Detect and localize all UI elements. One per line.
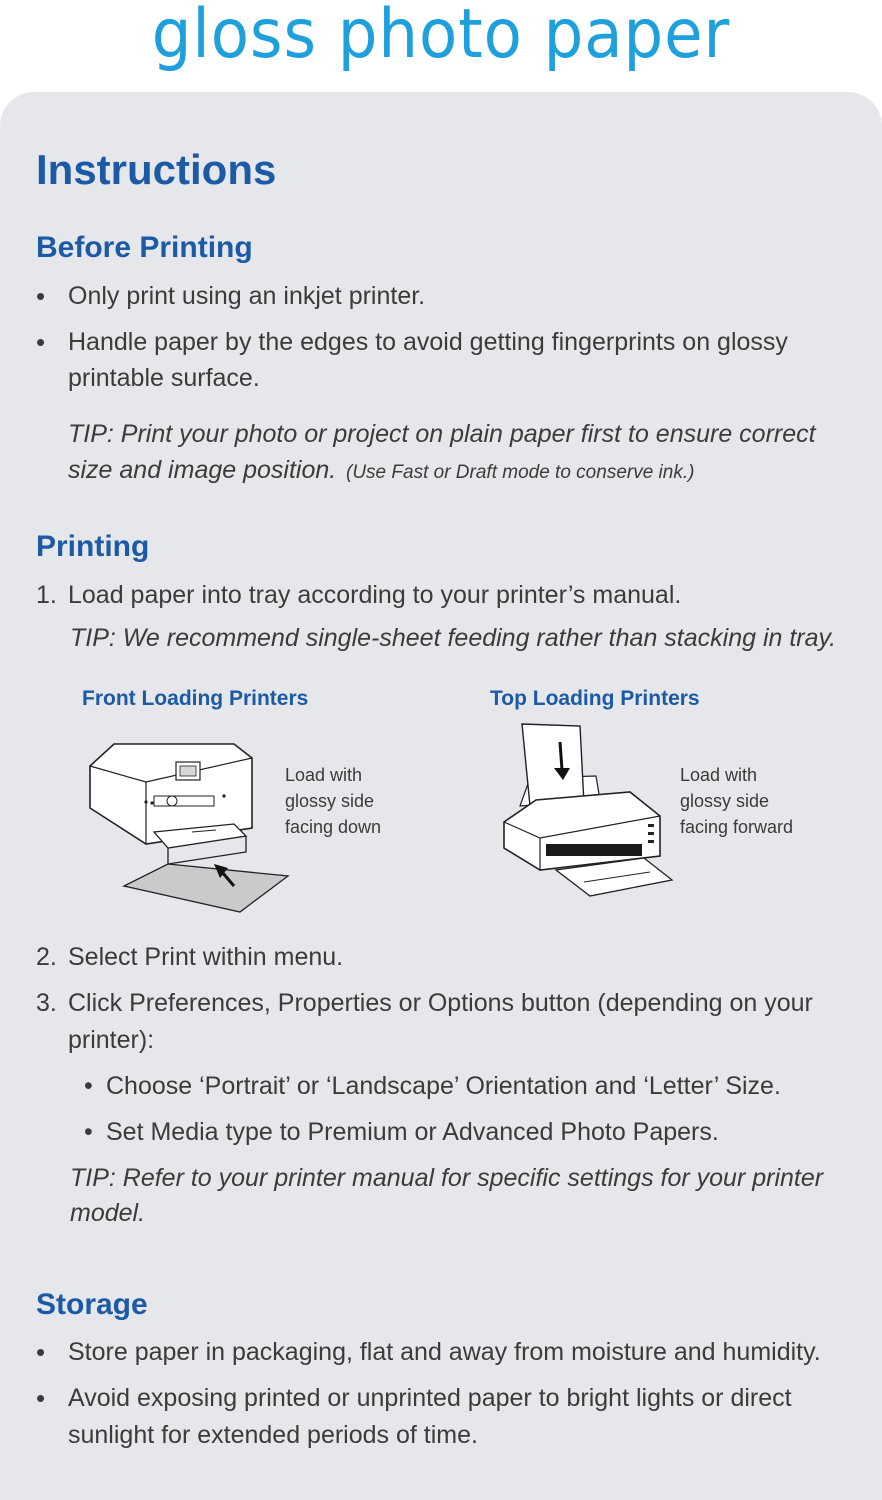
step-number: 3. — [36, 989, 57, 1017]
bullet-marker: • — [36, 1383, 46, 1413]
instructions-heading: Instructions — [36, 146, 277, 193]
bullet-marker: • — [36, 327, 46, 357]
step-preferences: Click Preferences, Properties or Options button (depending on your — [68, 989, 813, 1017]
bullet-marker: • — [36, 1337, 46, 1367]
bullet-handle-edges-cont: printable surface. — [68, 364, 260, 392]
tip-printer-manual: TIP: Refer to your printer manual for specific settings for your printer — [70, 1164, 824, 1192]
bullet-marker: • — [36, 281, 46, 311]
bullet-avoid-light: Avoid exposing printed or unprinted paper to bright lights or direct — [68, 1384, 792, 1412]
tip-draft-note: (Use Fast or Draft mode to conserve ink.) — [346, 462, 695, 483]
bullet-avoid-light-cont: sunlight for extended periods of time. — [68, 1421, 478, 1449]
front-caption-line: facing down — [285, 817, 382, 837]
storage-heading: Storage — [36, 1288, 148, 1321]
step-number: 2. — [36, 943, 57, 971]
page-title: gloss photo paper — [151, 0, 731, 74]
top-loading-printer-illustration — [500, 720, 680, 910]
step-select-print: Select Print within menu. — [68, 943, 344, 971]
step-load-paper: Load paper into tray according to your printer’s manual. — [68, 581, 682, 609]
bullet-store-paper: Store paper in packaging, flat and away from moisture and humidity. — [68, 1338, 821, 1366]
step-number: 1. — [36, 581, 57, 609]
front-caption-line: Load with — [285, 765, 363, 785]
top-caption-line: glossy side — [680, 791, 770, 811]
tip-printer-manual-cont: model. — [70, 1199, 146, 1227]
step-preferences-cont: printer): — [68, 1026, 155, 1054]
printing-heading: Printing — [36, 530, 150, 563]
top-caption-line: facing forward — [680, 817, 794, 837]
sub-bullet-marker: • — [84, 1118, 93, 1146]
front-loading-label: Front Loading Printers — [82, 687, 309, 710]
top-caption-line: Load with — [680, 765, 758, 785]
bullet-handle-edges: Handle paper by the edges to avoid getting fingerprints on glossy — [68, 328, 788, 356]
sub-bullet-orientation: Choose ‘Portrait’ or ‘Landscape’ Orientation and ‘Letter’ Size. — [106, 1072, 781, 1100]
tip-plain-paper-cont: size and image position. — [68, 456, 337, 484]
tip-single-sheet: TIP: We recommend single-sheet feeding rather than stacking in tray. — [70, 624, 837, 652]
top-loading-label: Top Loading Printers — [490, 687, 700, 710]
sub-bullet-media-type: Set Media type to Premium or Advanced Photo Papers. — [106, 1118, 719, 1146]
front-loading-printer-illustration — [84, 736, 294, 916]
front-caption-line: glossy side — [285, 791, 375, 811]
tip-plain-paper: TIP: Print your photo or project on plain paper first to ensure correct — [68, 420, 816, 448]
before-printing-heading: Before Printing — [36, 231, 253, 264]
bullet-inkjet: Only print using an inkjet printer. — [68, 282, 426, 310]
sub-bullet-marker: • — [84, 1072, 93, 1100]
